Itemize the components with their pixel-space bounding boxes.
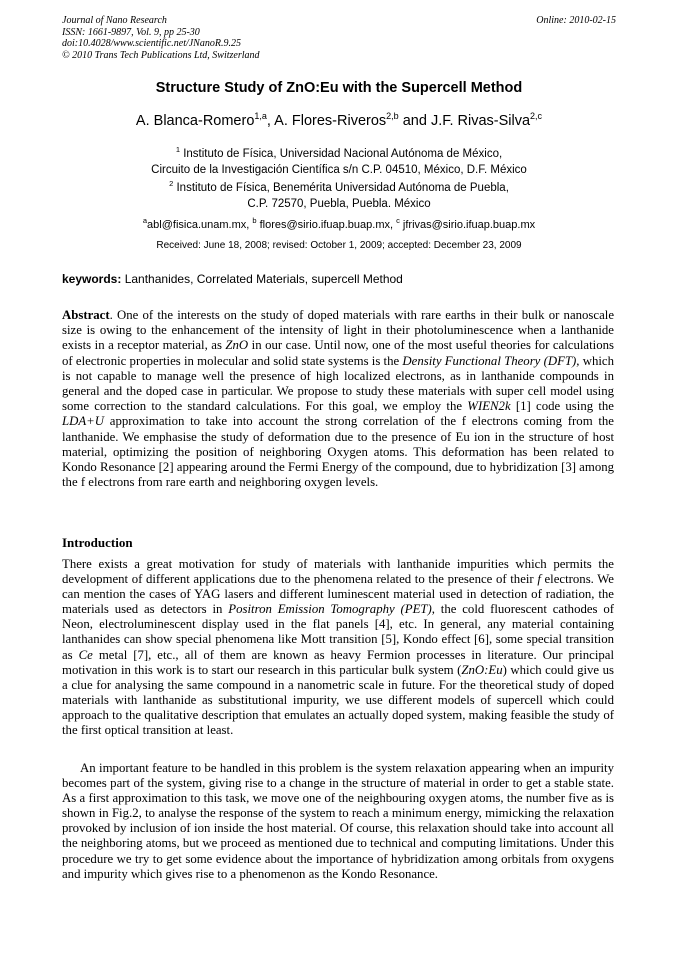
paper-title: Structure Study of ZnO:Eu with the Supercell Method [155, 80, 523, 96]
abstract-italic: Density Functional Theory (DFT), [402, 353, 580, 368]
email-marker: a [142, 216, 148, 225]
received-dates: Received: June 18, 2008; revised: October 1, 2009; accepted: December 23, 2009 [156, 240, 522, 251]
affiliation-2 [0, 180, 678, 212]
affil-number: 1 [175, 145, 180, 154]
email-link[interactable]: flores@sirio.ifuap.buap.mx, [256, 219, 397, 231]
affiliation-1 [0, 146, 678, 178]
abstract-label: Abstract [62, 308, 110, 322]
affil-number: 2 [169, 179, 174, 188]
journal-doi: doi:10.4028/www.scientific.net/JNanoR.9.25 [62, 38, 241, 49]
author-name: A. Blanca-Romero [135, 113, 255, 129]
journal-copyright: © 2010 Trans Tech Publications Ltd, Switzerland [62, 49, 260, 61]
introduction-paragraph-2: An important feature to be handled in this problem is the system relaxation appearing when an impurity becomes part of the system, giving rise to a change in the structure of material in order to get a stable state. As a first approximation to this task, we move one of the neighbouring oxygen atoms, the number five as is shown in Fig.2, to analyse the response of the system to reach a minimum energy, mimicking the relaxation provoked by inclusion of ion inside the host material. Of course, this relaxation should take into account all the neighboring atoms, but we proceed as mentioned due to technical and computing limitations. Under this procedure we try to get some evidence about the importance of hybridization among orbitals from oxygens and impurity which gives rise to a phenomenon as the Kondo Resonance. [62, 761, 614, 881]
body-italic: Ce [78, 647, 93, 662]
body-text: ) which could give us a clue for analysing the same compound in a nanometric scale in future. For the theoretical study of doped materials with lanthanide as substitutional impurity, we use different models of supercell which could approach to the qualitative description that emulates an actually doped system, making feasible the study of the first optical transition at least. [62, 662, 614, 738]
journal-header [62, 15, 616, 61]
author-affil-marker: 1,a [254, 111, 267, 121]
keywords-text: Lanthanides, Correlated Materials, supercell Method [121, 272, 403, 286]
journal-issn: ISSN: 1661-9897, Vol. 9, pp 25-30 [62, 26, 200, 38]
body-italic: Positron Emission Tomography (PET) [228, 602, 432, 617]
abstract-italic: LDA+U [62, 414, 105, 429]
author-list [0, 113, 678, 129]
affil-line: Instituto de Física, Benemérita Universidad Autónoma de Puebla, [173, 182, 509, 194]
author-name: J.F. Rivas-Silva [430, 113, 531, 129]
abstract-text: approximation to take into account the strong correlation of the f electrons coming from the lanthanide. We emphasise the study of deformation due to the presence of Eu ion in the structure of host material, optimizing the position of neighboring Oxygen atoms. This deformation has been related to Kondo Resonance [2] appearing around the Fermi Energy of the compound, due to hybridization [3] among the f electrons from rare earth and neighboring oxygen levels. [62, 414, 615, 490]
affil-line: C.P. 72570, Puebla, Puebla. México [247, 198, 431, 210]
introduction-paragraph-1 [62, 557, 614, 738]
email-marker: b [252, 216, 257, 225]
keywords-line [62, 272, 622, 286]
abstract-italic: WIEN2k [467, 399, 511, 414]
author-affil-marker: 2,c [530, 111, 543, 121]
email-link[interactable]: jfrivas@sirio.ifuap.buap.mx [399, 219, 536, 231]
author-emails [0, 216, 678, 231]
affil-line: Instituto de Física, Universidad Nacional Autónoma de México, [180, 148, 503, 160]
author-separator: and [398, 113, 431, 129]
journal-name: Journal of Nano Research [62, 15, 167, 26]
abstract-italic: ZnO [225, 338, 249, 353]
body-text: electrons. We can mention the cases of YAG lasers and different luminescent material used in detection of radiation, the materials used as detectors in [62, 572, 614, 617]
abstract-text: [1] code using the [510, 399, 614, 414]
body-text: , the cold fluorescent cathodes of Neon, electroluminescent display used in the flat panels [4], etc. In general, any material containing lanthanides can show special phenomena like Mott transition [5], Kondo effect [6], some special transition as [62, 602, 615, 662]
abstract-text: which is not capable to manage well the presence of high localized electrons, as in lanthanide compounds in general and the doped case in particular. We propose to study these materials with super cell model using some correction to the standard calculations. For this goal, we employ the [62, 353, 615, 414]
author-affil-marker: 2,b [386, 111, 399, 121]
affil-line: Circuito de la Investigación Científica s/n C.P. 04510, México, D.F. México [151, 164, 527, 176]
email-link[interactable]: abl@fisica.unam.mx, [147, 219, 253, 231]
author-separator: , [266, 113, 275, 129]
keywords-label: keywords: [62, 272, 122, 286]
body-italic: ZnO:Eu [461, 662, 503, 677]
body-italic: f [537, 572, 541, 587]
author-name: A. Flores-Riveros [274, 113, 387, 129]
section-heading-introduction: Introduction [62, 535, 133, 550]
abstract-text: in our case. Until now, one of the most useful theories for calculations of electronic properties in molecular and solid state systems is the [62, 338, 614, 368]
abstract-paragraph [62, 308, 614, 490]
email-marker: c [396, 216, 400, 225]
online-date: Online: 2010-02-15 [536, 15, 616, 26]
abstract-text: . One of the interests on the study of doped materials with rare earths in their bulk or nanoscale size is owing to the enhancement of the intensity of light in their photoluminescence when a lanthanide exists in a receptor material, as [62, 308, 614, 353]
body-text: There exists a great motivation for study of materials with lanthanide impurities which permits the development of different applications due to the phenomena related to the presence of their [62, 557, 614, 587]
body-text: metal [7], etc., all of them are known as heavy Fermion processes in literature. Our principal motivation in this work is to start our research in this particular bulk system ( [62, 647, 615, 677]
